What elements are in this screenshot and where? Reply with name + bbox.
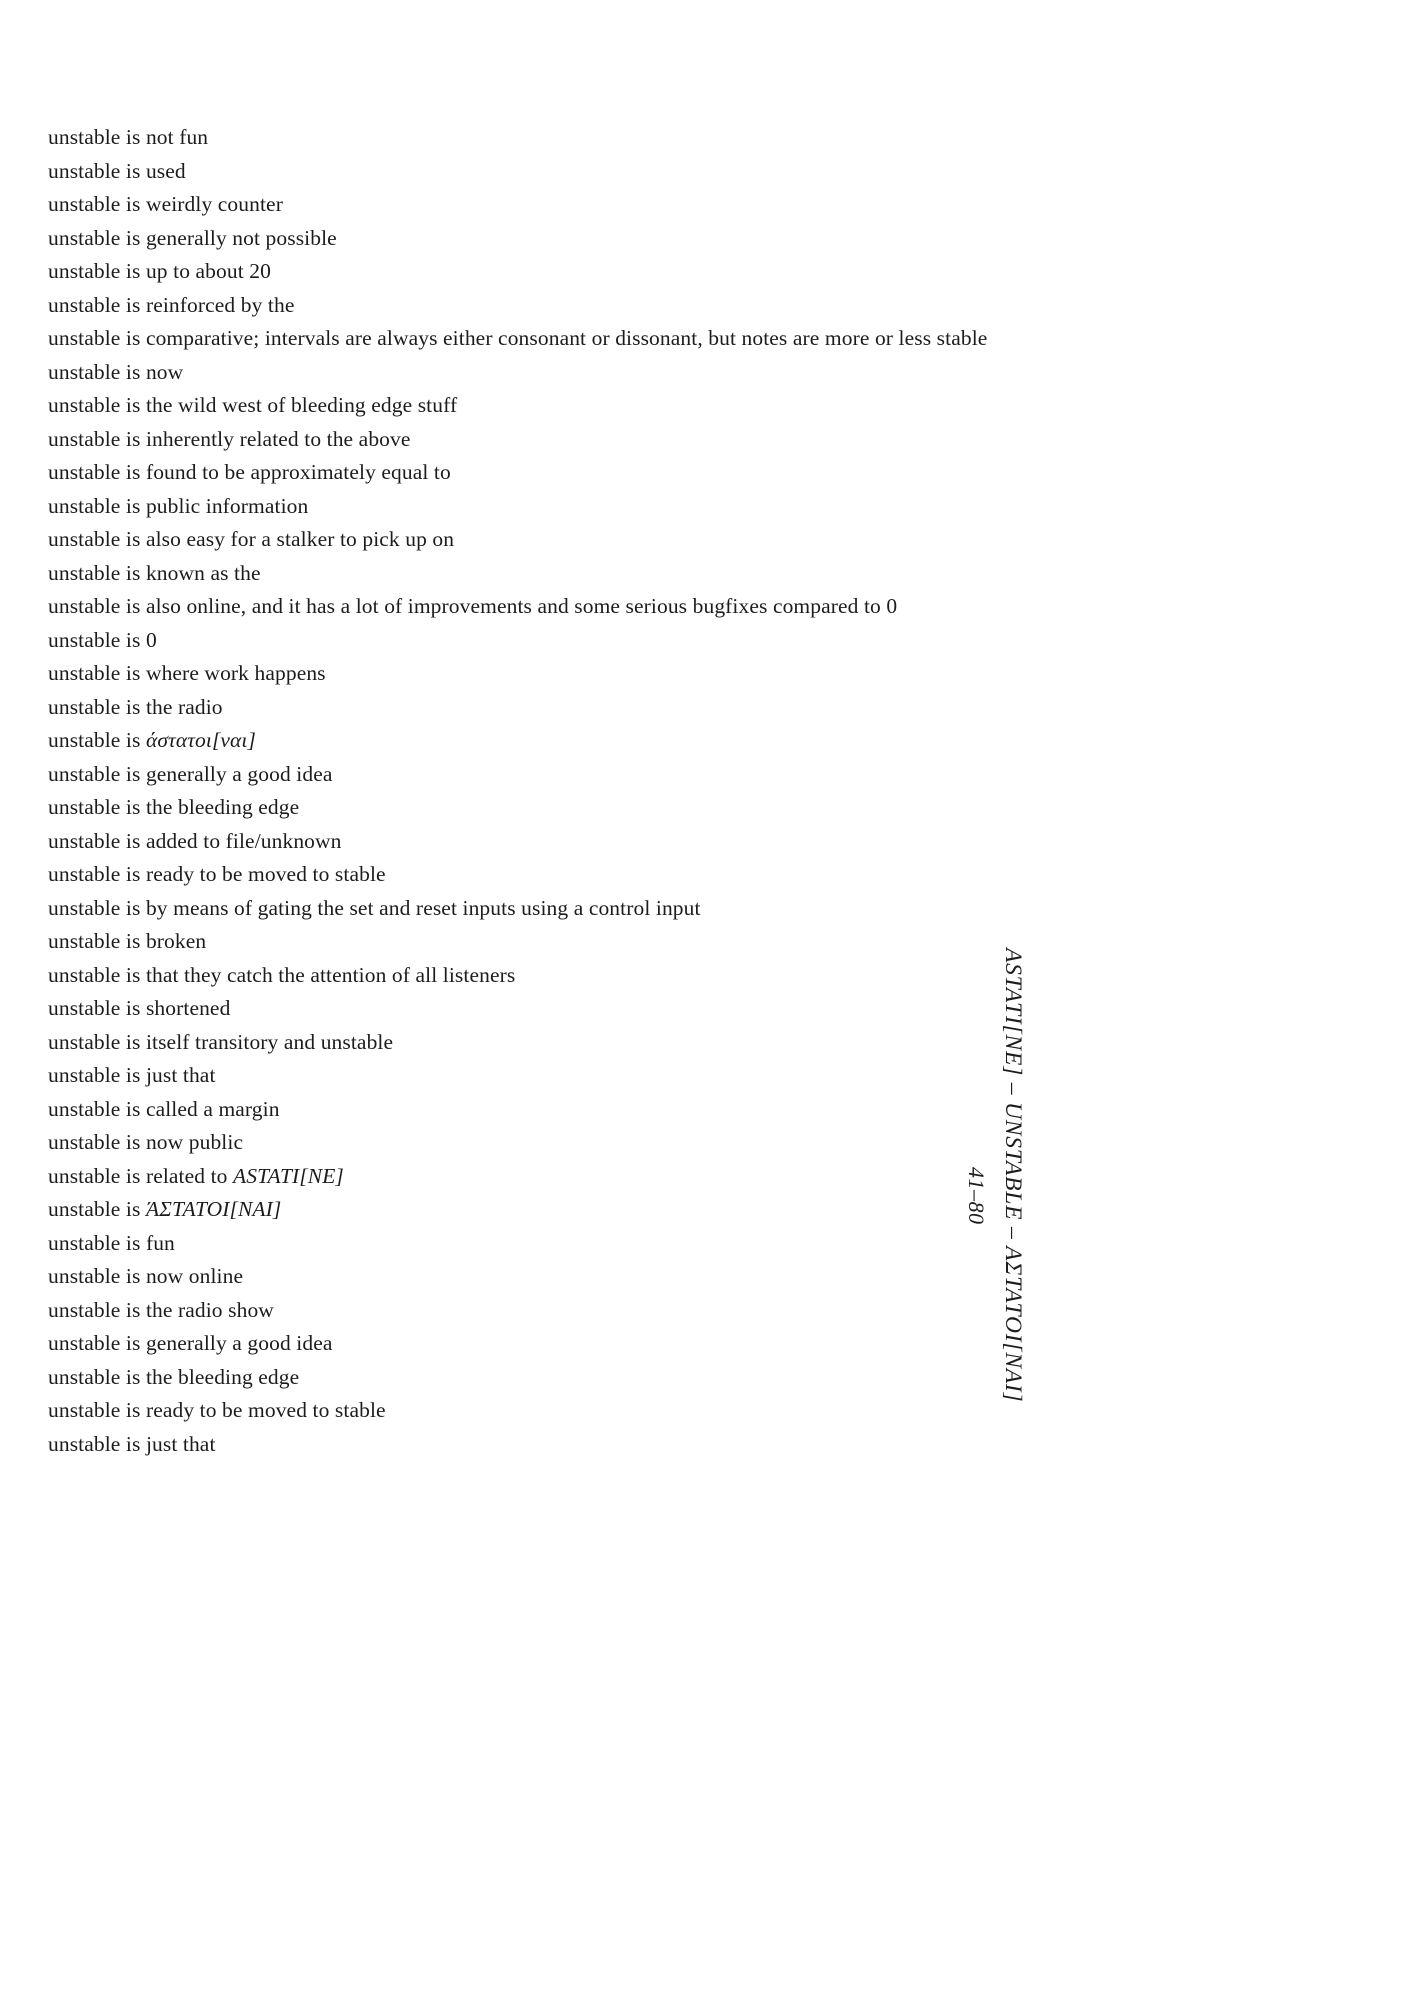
list-line (48, 825, 1384, 859)
line-segment: unstable is public information (48, 493, 309, 518)
list-line (48, 1227, 1384, 1261)
line-segment: unstable is ready to be moved to stable (48, 862, 386, 886)
line-segment: unstable is comparative; intervals are always either consonant or dissonant, but notes are more or less stable (48, 326, 988, 350)
line-segment: unstable is generally a good idea (48, 1331, 333, 1355)
list-line (48, 523, 1384, 557)
line-segment: unstable is the radio show (48, 1297, 274, 1322)
list-line (48, 657, 1384, 691)
line-segment: unstable is now (48, 359, 184, 384)
list-line (48, 691, 1384, 725)
line-segment: unstable is the wild west of bleeding edge stuff (48, 393, 458, 417)
list-line (48, 724, 1384, 758)
line-segment: unstable is found to be approximately equal to (48, 460, 451, 484)
list-line (48, 456, 1384, 490)
line-segment-italic: ASTATI[NE] (233, 1163, 344, 1188)
list-line (48, 188, 1384, 222)
list-line (48, 1126, 1384, 1160)
line-segment: unstable is by means of gating the set and reset inputs using a control input (48, 895, 701, 920)
list-line (48, 925, 1384, 959)
list-line (48, 490, 1384, 524)
list-line (48, 959, 1384, 993)
line-segment: unstable is also easy for a stalker to pick up on (48, 527, 455, 551)
line-segment: unstable is related to (48, 1163, 233, 1188)
line-segment: unstable is weirdly counter (48, 192, 283, 216)
line-segment: unstable is ready to be moved to stable (48, 1398, 386, 1422)
line-segment: unstable is itself transitory and unstable (48, 1029, 394, 1054)
line-segment: unstable is up to about 20 (48, 259, 271, 283)
list-line (48, 121, 1384, 155)
list-line (48, 858, 1384, 892)
list-line (48, 423, 1384, 457)
list-line (48, 590, 1384, 624)
list-line (48, 1059, 1384, 1093)
line-segment-italic: άστατοι[ναι] (145, 728, 256, 752)
line-segment: unstable is generally not possible (48, 225, 337, 250)
list-line (48, 1428, 1384, 1462)
list-line (48, 155, 1384, 189)
line-segment: unstable is the radio (48, 694, 223, 719)
list-line (48, 892, 1384, 926)
list-line (48, 389, 1384, 423)
line-segment-italic: ΆΣΤΑΤΟΙ[ΝΑΙ] (145, 1197, 282, 1221)
list-line (48, 1327, 1384, 1361)
line-segment: unstable is shortened (48, 996, 231, 1020)
line-segment: unstable is (48, 1197, 146, 1221)
list-line (48, 356, 1384, 390)
line-segment: unstable is where work happens (48, 661, 326, 685)
line-segment: unstable is added to file/unknown (48, 828, 342, 853)
list-line (48, 992, 1384, 1026)
list-line (48, 255, 1384, 289)
list-line (48, 1193, 1384, 1227)
list-line (48, 1160, 1384, 1194)
line-segment: unstable is the bleeding edge (48, 795, 300, 819)
list-line (48, 624, 1384, 658)
line-segment: unstable is reinforced by the (48, 292, 295, 317)
list-line (48, 1260, 1384, 1294)
line-segment: unstable is the bleeding edge (48, 1364, 300, 1389)
list-line (48, 289, 1384, 323)
line-segment: unstable is fun (48, 1230, 175, 1255)
line-segment: unstable is (48, 728, 146, 752)
list-line (48, 322, 1384, 356)
line-segment: unstable is broken (48, 929, 207, 953)
line-segment: unstable is that they catch the attention of all listeners (48, 962, 516, 987)
list-line (48, 1093, 1384, 1127)
line-segment: unstable is inherently related to the above (48, 426, 411, 451)
list-line (48, 1394, 1384, 1428)
line-segment: unstable is called a margin (48, 1096, 280, 1121)
line-segment: unstable is 0 (48, 627, 157, 652)
list-line (48, 1026, 1384, 1060)
list-line (48, 791, 1384, 825)
line-segment: unstable is now public (48, 1130, 244, 1154)
vertical-page-range: 41–80 (964, 1167, 989, 1225)
line-segment: unstable is generally a good idea (48, 761, 333, 786)
line-segment: unstable is also online, and it has a lot of improvements and some serious bugfixes compared to 0 (48, 594, 898, 618)
line-segment: unstable is now online (48, 1264, 244, 1288)
line-segment: unstable is just that (48, 1063, 216, 1087)
list-line (48, 222, 1384, 256)
list-line (48, 1294, 1384, 1328)
vertical-title: ASTATI[NE] – UNSTABLE – ΑΣΤΑΤΟΙ[ΝΑΙ] (1000, 948, 1026, 1403)
line-segment: unstable is just that (48, 1431, 216, 1456)
list-line (48, 557, 1384, 591)
unstable-definitions-list (48, 121, 1384, 1461)
line-segment: unstable is used (48, 158, 186, 183)
list-line (48, 758, 1384, 792)
list-line (48, 1361, 1384, 1395)
line-segment: unstable is not fun (48, 125, 209, 149)
line-segment: unstable is known as the (48, 560, 261, 585)
